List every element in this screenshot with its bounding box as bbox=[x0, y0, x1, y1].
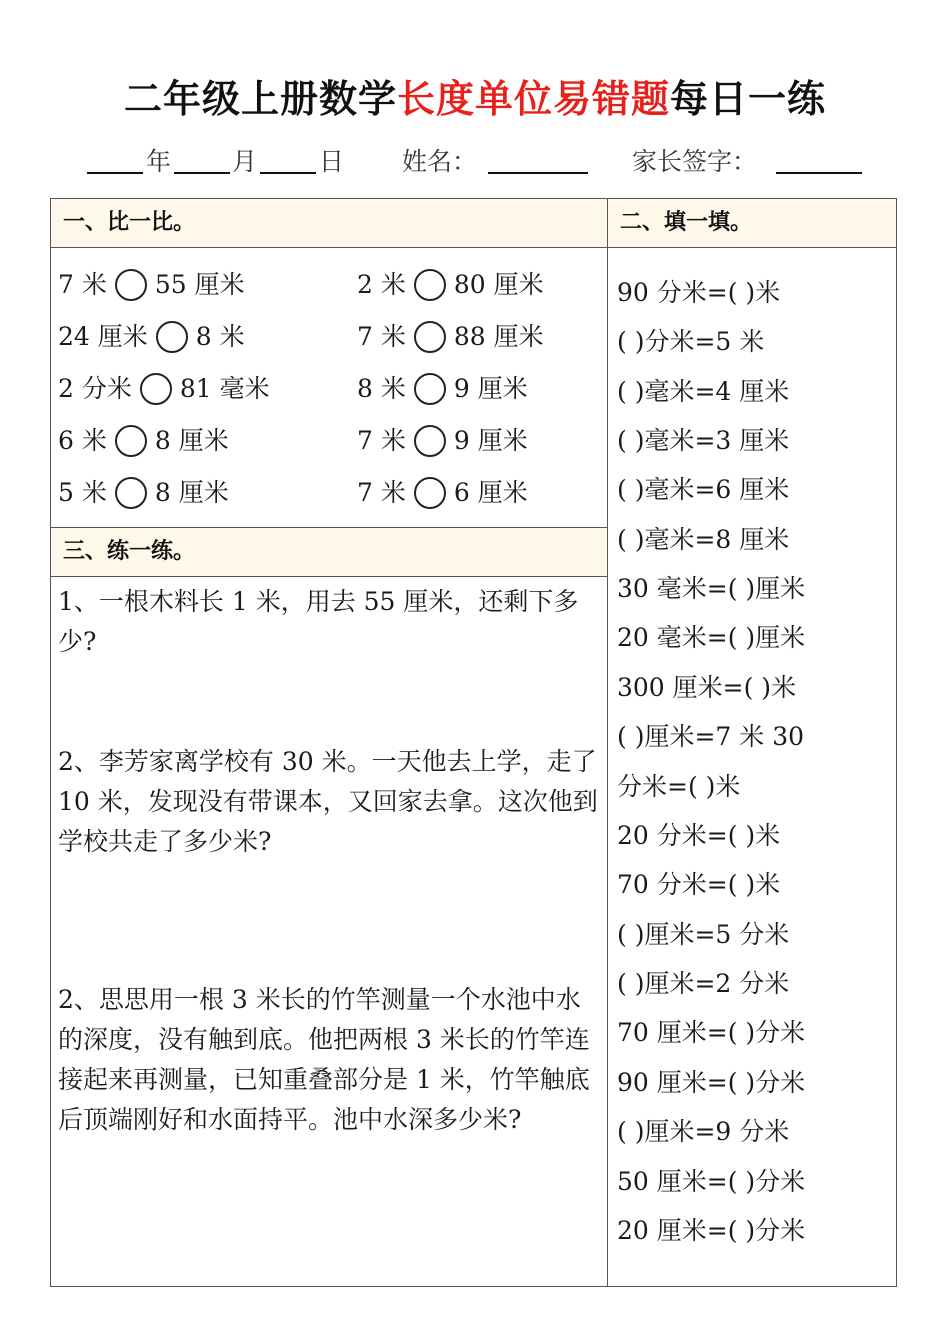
title-part1: 二年级上册数学 bbox=[123, 77, 397, 121]
compare-item: 8 米 9 厘米 bbox=[357, 374, 528, 403]
fill-item[interactable]: 70 分米=( )米 bbox=[617, 870, 781, 899]
compare-item: 7 米 88 厘米 bbox=[357, 322, 544, 351]
compare-item: 2 分米 81 毫米 bbox=[58, 374, 270, 403]
fill-item[interactable]: 90 分米=( )米 bbox=[617, 278, 781, 307]
compare-circle[interactable] bbox=[115, 425, 147, 457]
fill-item[interactable]: ( )厘米=7 米 30 bbox=[617, 722, 805, 751]
fill-item[interactable]: 300 厘米=( )米 bbox=[617, 673, 797, 702]
fill-item[interactable]: ( )毫米=3 厘米 bbox=[617, 426, 790, 455]
section-fill-header: 二、填一填。 bbox=[608, 199, 896, 248]
parent-signature-blank[interactable] bbox=[776, 172, 862, 174]
compare-item: 7 米 9 厘米 bbox=[357, 426, 528, 455]
name-blank[interactable] bbox=[488, 172, 588, 174]
compare-circle[interactable] bbox=[115, 269, 147, 301]
parent-signature-label: 家长签字： bbox=[632, 147, 758, 176]
word-problem-3: 2、思思用一根 3 米长的竹竿测量一个水池中水的深度，没有触到底。他把两根 3 米长的竹竿连接起来再测量，已知重叠部分是 1 米，竹竿触底后顶端刚好和水面持平。池中水深多少米? bbox=[58, 985, 590, 1134]
year-blank[interactable] bbox=[87, 172, 143, 174]
title-part2: 每日一练 bbox=[670, 77, 827, 121]
fill-item[interactable]: 30 毫米=( )厘米 bbox=[617, 574, 806, 603]
fill-item[interactable]: 90 厘米=( )分米 bbox=[617, 1068, 806, 1097]
fill-item[interactable]: ( )厘米=5 分米 bbox=[617, 920, 790, 949]
compare-circle[interactable] bbox=[414, 269, 446, 301]
fill-item[interactable]: 50 厘米=( )分米 bbox=[617, 1167, 806, 1196]
month-blank[interactable] bbox=[174, 172, 230, 174]
column-divider bbox=[607, 198, 608, 1287]
day-label: 日 bbox=[319, 147, 345, 176]
fill-item[interactable]: ( )毫米=8 厘米 bbox=[617, 525, 790, 554]
compare-circle[interactable] bbox=[414, 425, 446, 457]
fill-item[interactable]: ( )毫米=4 厘米 bbox=[617, 377, 790, 406]
year-label: 年 bbox=[146, 147, 172, 176]
compare-circle[interactable] bbox=[156, 321, 188, 353]
name-label: 姓名： bbox=[402, 147, 478, 176]
fill-item[interactable]: 20 分米=( )米 bbox=[617, 821, 781, 850]
fill-item[interactable]: 20 厘米=( )分米 bbox=[617, 1216, 806, 1245]
compare-circle[interactable] bbox=[140, 373, 172, 405]
fill-item[interactable]: ( )厘米=9 分米 bbox=[617, 1117, 790, 1146]
compare-circle[interactable] bbox=[115, 477, 147, 509]
fill-item[interactable]: ( )毫米=6 厘米 bbox=[617, 475, 790, 504]
compare-item: 7 米 55 厘米 bbox=[58, 270, 245, 299]
word-problem-2: 2、李芳家离学校有 30 米。一天他去上学，走了 10 米，发现没有带课本，又回家去拿。这次他到学校共走了多少米? bbox=[58, 747, 598, 856]
compare-item: 5 米 8 厘米 bbox=[58, 478, 229, 507]
compare-circle[interactable] bbox=[414, 373, 446, 405]
page-title bbox=[0, 68, 950, 123]
compare-circle[interactable] bbox=[414, 477, 446, 509]
section-practice-header: 三、练一练。 bbox=[51, 527, 607, 577]
compare-circle[interactable] bbox=[414, 321, 446, 353]
compare-item: 7 米 6 厘米 bbox=[357, 478, 528, 507]
section-compare-header: 一、比一比。 bbox=[51, 199, 607, 248]
fill-item[interactable]: ( )厘米=2 分米 bbox=[617, 969, 790, 998]
month-label: 月 bbox=[232, 147, 258, 176]
fill-item[interactable]: 70 厘米=( )分米 bbox=[617, 1018, 806, 1047]
day-blank[interactable] bbox=[260, 172, 316, 174]
fill-item[interactable]: 分米=( )米 bbox=[617, 772, 741, 801]
title-highlight: 长度单位易错题 bbox=[396, 77, 670, 121]
compare-item: 6 米 8 厘米 bbox=[58, 426, 229, 455]
compare-item: 2 米 80 厘米 bbox=[357, 270, 544, 299]
fill-item[interactable]: 20 毫米=( )厘米 bbox=[617, 623, 806, 652]
compare-item: 24 厘米 8 米 bbox=[58, 322, 245, 351]
fill-item[interactable]: ( )分米=5 米 bbox=[617, 327, 765, 356]
info-line bbox=[0, 138, 950, 178]
word-problem-1: 1、一根木料长 1 米，用去 55 厘米，还剩下多少? bbox=[58, 587, 579, 656]
